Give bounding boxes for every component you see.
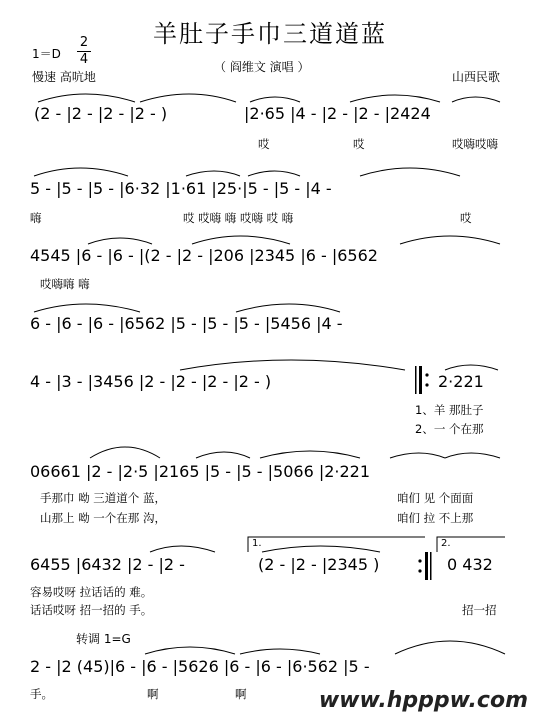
slur (260, 451, 360, 458)
repeat-dot (425, 373, 428, 376)
lyric-row-1c: 哎嗨哎嗨 (452, 137, 498, 151)
repeat-bar-thick (425, 552, 428, 580)
slur (236, 304, 340, 312)
notation-row-5a: 4 - |3 - |3456 |2 - |2 - |2 - |2 - ) (30, 372, 272, 391)
slur (90, 447, 160, 458)
lyric-row-5a: 1、羊 那肚子 (415, 403, 484, 417)
slur (150, 546, 215, 552)
notation-row-8: 2 - |2 (45)|6 - |6 - |5626 |6 - |6 - |6·562 |5 - (30, 657, 370, 676)
volta-bracket-2 (437, 537, 505, 552)
key-signature: 1＝D (32, 47, 61, 61)
site-watermark: www.hpppw.com (318, 688, 528, 713)
repeat-dot (418, 569, 421, 572)
slur (34, 168, 128, 176)
slur (186, 171, 240, 176)
slur (192, 236, 290, 244)
lyric-row-8b: 啊 (147, 687, 159, 701)
lyric-row-7a: 容易哎呀 拉话话的 难。 (30, 585, 153, 599)
source-credit: 山西民歌 (452, 70, 501, 84)
notation-row-7b: (2 - |2 - |2345 ) (258, 555, 380, 574)
slur (196, 452, 250, 458)
notation-row-6: 06661 |2 - |2·5 |2165 |5 - |5 - |5066 |2·221 (30, 462, 371, 481)
lyric-row-8c: 啊 (235, 687, 247, 701)
slur (34, 304, 140, 312)
slur (140, 94, 236, 102)
slur (88, 238, 152, 244)
lyric-row-6b: 咱们 见 个面面 (397, 491, 474, 505)
lyric-row-6a: 手那巾 呦 三道道个 蓝， (40, 491, 166, 505)
notation-row-7c: 0 432 (447, 555, 493, 574)
repeat-dot (425, 383, 428, 386)
lyric-row-5b: 2、一 个在那 (415, 422, 484, 436)
lyric-row-8a: 手。 (30, 687, 53, 701)
slur (360, 168, 460, 176)
notation-row-2: 5 - |5 - |5 - |6·32 |1·61 |25·|5 - |5 - |4 - (30, 179, 332, 198)
notation-row-7a: 6455 |6432 |2 - |2 - (30, 555, 185, 574)
notation-row-1b: |2·65 |4 - |2 - |2 - |2424 (244, 104, 431, 123)
tempo-mark: 慢速 高吭地 (32, 70, 96, 84)
slur (180, 360, 405, 370)
repeat-bar-thick (419, 366, 422, 394)
volta-1: 1. (252, 538, 262, 549)
notation-row-1a: (2 - |2 - |2 - |2 - ) (34, 104, 168, 123)
repeat-dot (418, 559, 421, 562)
slur (240, 649, 320, 654)
lyric-row-3: 哎嗨嗨 嗨 (40, 277, 90, 291)
modulation-mark: 转调 1=G (76, 632, 131, 646)
lyric-row-7c: 招一招 (462, 603, 497, 617)
slur (445, 453, 500, 458)
slur (38, 94, 135, 102)
slur (145, 647, 235, 654)
lyric-row-6c: 山那上 呦 一个在那 沟， (40, 511, 166, 525)
lyric-row-6d: 咱们 拉 不上那 (397, 511, 474, 525)
slur (350, 95, 440, 102)
lyric-row-2b: 哎 哎嗨 嗨 哎嗨 哎 嗨 (183, 211, 294, 225)
slur (248, 171, 300, 176)
repeat-bar (415, 366, 417, 394)
notation-row-5b: 2·221 (438, 372, 484, 391)
slur (262, 546, 380, 552)
notation-row-3: 4545 |6 - |6 - |(2 - |2 - |206 |2345 |6 - |6562 (30, 246, 378, 265)
lyric-row-2c: 哎 (460, 211, 472, 225)
volta-2: 2. (441, 538, 451, 549)
lyric-row-7b: 话话哎呀 招一招的 手。 (30, 603, 153, 617)
slur (250, 97, 300, 102)
slur (400, 236, 500, 244)
page-title: 羊肚子手巾三道道蓝 (153, 20, 387, 48)
slur (445, 365, 498, 370)
lyric-row-2a: 嗨 (30, 211, 42, 225)
repeat-bar (430, 552, 432, 580)
meter-top: 2 (79, 35, 89, 50)
meter-bottom: 4 (79, 52, 89, 67)
lyric-row-1a: 哎 (258, 137, 270, 151)
slur (452, 97, 500, 102)
lyric-row-1b: 哎 (353, 137, 365, 151)
singer-credit: （ 阎维文 演唱 ） (214, 60, 310, 74)
notation-row-4: 6 - |6 - |6 - |6562 |5 - |5 - |5 - |5456 |4 - (30, 314, 343, 333)
slur (390, 453, 445, 458)
slur (395, 641, 505, 654)
